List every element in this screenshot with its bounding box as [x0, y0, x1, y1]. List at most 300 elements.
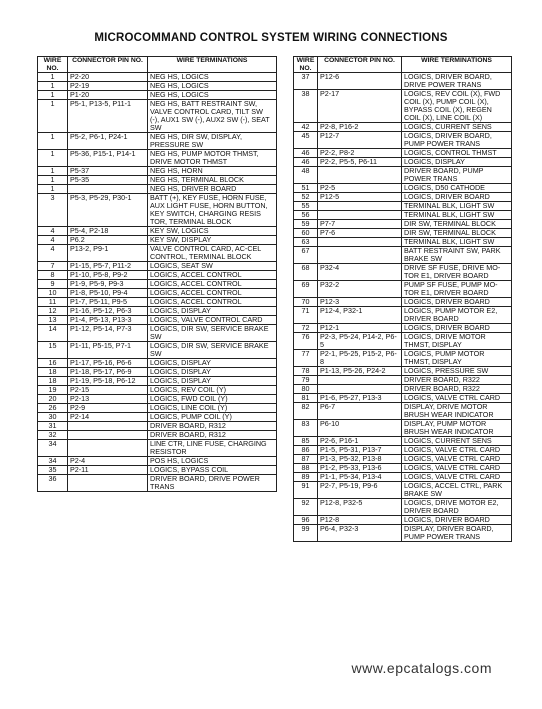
wire-no-cell: 83 [294, 420, 318, 437]
terminations-cell: LOGICS, DRIVER BOARD [402, 516, 512, 525]
connector-pin-cell: P2-2, P5-5, P6-11 [318, 158, 402, 167]
terminations-cell: NEG HS, DRIVER BOARD [148, 185, 277, 194]
table-row [294, 90, 512, 123]
connector-pin-cell: P2-20 [68, 73, 148, 82]
table-row [38, 227, 277, 236]
table-row [38, 359, 277, 368]
table-row [38, 271, 277, 280]
connector-pin-cell: P1-17, P5-16, P6-6 [68, 359, 148, 368]
wire-no-cell: 18 [38, 368, 68, 377]
table-row [294, 420, 512, 437]
wire-no-cell: 16 [38, 359, 68, 368]
wire-no-cell: 86 [294, 446, 318, 455]
table-row [38, 422, 277, 431]
terminations-cell: LOGICS, VALVE CONTROL CARD [148, 316, 277, 325]
terminations-cell: DRIVER BOARD, R322 [402, 376, 512, 385]
terminations-cell: LOGICS, REV COIL (X), FWD COIL (X), PUMP COIL (X), BYPASS COIL (X), REGEN COIL (X), LINE COIL (X) [402, 90, 512, 123]
wire-no-cell: 46 [294, 158, 318, 167]
connector-pin-cell: P1-13, P5-26, P24-2 [318, 367, 402, 376]
table-row [294, 350, 512, 367]
connector-pin-cell: P12-8, P32-5 [318, 499, 402, 516]
wire-no-cell: 1 [38, 185, 68, 194]
wire-no-cell: 4 [38, 236, 68, 245]
terminations-cell: LOGICS, CONTROL THMST [402, 149, 512, 158]
table-row [38, 377, 277, 386]
terminations-cell: LOGICS, DRIVER BOARD [402, 324, 512, 333]
terminations-cell: NEG HS, LOGICS [148, 73, 277, 82]
connector-pin-cell [68, 431, 148, 440]
connector-pin-cell: P2-11 [68, 466, 148, 475]
wire-no-cell: 55 [294, 202, 318, 211]
wire-no-cell: 1 [38, 176, 68, 185]
connector-pin-cell: P2-9 [68, 404, 148, 413]
connector-pin-cell: P1-19, P5-18, P6-12 [68, 377, 148, 386]
table-row [294, 123, 512, 132]
terminations-cell: LOGICS, BYPASS COIL [148, 466, 277, 475]
terminations-cell: LOGICS, VALVE CTRL CARD [402, 394, 512, 403]
wire-no-cell: 52 [294, 193, 318, 202]
wire-no-cell: 69 [294, 281, 318, 298]
terminations-cell: LOGICS, PRESSURE SW [402, 367, 512, 376]
table-row [294, 184, 512, 193]
wire-no-cell: 20 [38, 395, 68, 404]
connector-pin-cell: P2-1, P5-25, P15-2, P6-8 [318, 350, 402, 367]
table-row [294, 464, 512, 473]
connector-pin-cell: P13-2, P9-1 [68, 245, 148, 262]
table-row [38, 82, 277, 91]
wire-no-cell: 18 [38, 377, 68, 386]
table-row [294, 376, 512, 385]
connector-header: CONNECTOR PIN NO. [318, 57, 402, 73]
wire-no-cell: 10 [38, 289, 68, 298]
terminations-header: WIRE TERMINATIONS [148, 57, 277, 73]
table-row [38, 245, 277, 262]
wire-no-cell: 92 [294, 499, 318, 516]
table-row [294, 367, 512, 376]
connector-pin-cell: P7-6 [318, 229, 402, 238]
connector-pin-cell [68, 185, 148, 194]
connector-pin-cell: P12-6 [318, 73, 402, 90]
terminations-cell: KEY SW, LOGICS [148, 227, 277, 236]
connector-pin-cell [318, 167, 402, 184]
terminations-cell: LOGICS, ACCEL CTRL, PARK BRAKE SW [402, 482, 512, 499]
table-row [294, 473, 512, 482]
table-row [38, 368, 277, 377]
table-row [38, 457, 277, 466]
connector-pin-cell: P5-3, P5-29, P30-1 [68, 194, 148, 227]
connector-pin-cell: P2-6, P16-1 [318, 437, 402, 446]
wire-no-cell: 78 [294, 367, 318, 376]
table-row [294, 455, 512, 464]
table-row [294, 394, 512, 403]
table-row [38, 73, 277, 82]
wire-no-cell: 99 [294, 525, 318, 542]
wire-no-cell: 4 [38, 245, 68, 262]
terminations-cell: LOGICS, VALVE CTRL CARD [402, 464, 512, 473]
connector-pin-cell: P2-19 [68, 82, 148, 91]
table-row [38, 194, 277, 227]
connector-pin-cell: P2-8, P16-2 [318, 123, 402, 132]
terminations-cell: NEG HS, BATT RESTRAINT SW, VALVE CONTROL CARD, TILT SW (-), AUX1 SW (-), AUX2 SW (-), SEAT SW [148, 100, 277, 133]
terminations-cell: LOGICS, DISPLAY [402, 158, 512, 167]
table-row [294, 193, 512, 202]
wire-no-cell: 88 [294, 464, 318, 473]
terminations-header: WIRE TERMINATIONS [402, 57, 512, 73]
table-row [294, 385, 512, 394]
table-row [294, 73, 512, 90]
connector-pin-cell: P1-12, P5-14, P7-3 [68, 325, 148, 342]
table-row [294, 482, 512, 499]
connector-pin-cell [318, 247, 402, 264]
terminations-cell: NEG HS, DIR SW, DISPLAY, PRESSURE SW [148, 133, 277, 150]
table-row [294, 281, 512, 298]
terminations-cell: BATT RESTRAINT SW, PARK BRAKE SW [402, 247, 512, 264]
connector-pin-cell: P5-4, P2-18 [68, 227, 148, 236]
table-row [38, 413, 277, 422]
wire-no-cell: 63 [294, 238, 318, 247]
table-row [294, 437, 512, 446]
wire-no-cell: 1 [38, 150, 68, 167]
terminations-cell: LOGICS, PUMP MOTOR THMST, DISPLAY [402, 350, 512, 367]
table-row [294, 525, 512, 542]
terminations-cell: LOGICS, PUMP MOTOR E2, DRIVER BOARD [402, 307, 512, 324]
table-row [294, 516, 512, 525]
table-row [38, 466, 277, 475]
connector-pin-cell: P2-4 [68, 457, 148, 466]
connector-pin-cell: P1-3, P5-32, P13-8 [318, 455, 402, 464]
terminations-cell: LOGICS, ACCEL CONTROL [148, 271, 277, 280]
connector-pin-cell [318, 202, 402, 211]
wire-no-cell: 35 [38, 466, 68, 475]
wire-no-cell: 59 [294, 220, 318, 229]
table-row [294, 132, 512, 149]
terminations-cell: LOGICS, REV COIL (Y) [148, 386, 277, 395]
wire-no-cell: 13 [38, 316, 68, 325]
table-row [38, 404, 277, 413]
wire-no-cell: 48 [294, 167, 318, 184]
connector-pin-cell: P1-16, P5-12, P6-3 [68, 307, 148, 316]
table-row [38, 185, 277, 194]
wire-no-header: WIRE NO. [294, 57, 318, 73]
table-row [38, 150, 277, 167]
table-row [294, 211, 512, 220]
table-header-row [38, 57, 277, 73]
terminations-cell: KEY SW, DISPLAY [148, 236, 277, 245]
terminations-cell: DRIVER BOARD, R322 [402, 385, 512, 394]
wire-no-cell: 34 [38, 440, 68, 457]
wire-no-cell: 68 [294, 264, 318, 281]
wire-no-cell: 89 [294, 473, 318, 482]
terminations-cell: LOGICS, DRIVER BOARD [402, 193, 512, 202]
terminations-cell: LOGICS, VALVE CTRL CARD [402, 455, 512, 464]
wire-no-cell: 77 [294, 350, 318, 367]
wire-no-cell: 36 [38, 475, 68, 492]
connector-pin-cell: P5-1, P13-5, P11-1 [68, 100, 148, 133]
table-row [38, 262, 277, 271]
connector-pin-cell [68, 422, 148, 431]
wire-no-cell: 1 [38, 73, 68, 82]
wire-no-cell: 60 [294, 229, 318, 238]
connector-pin-cell: P12-1 [318, 324, 402, 333]
wire-no-cell: 37 [294, 73, 318, 90]
table-row [294, 247, 512, 264]
wire-no-cell: 80 [294, 385, 318, 394]
connector-pin-cell: P2-2, P8-2 [318, 149, 402, 158]
connector-pin-cell: P1-18, P5-17, P6-9 [68, 368, 148, 377]
table-row [38, 431, 277, 440]
terminations-cell: LOGICS, SEAT SW [148, 262, 277, 271]
terminations-cell: LOGICS, DISPLAY [148, 359, 277, 368]
table-row [38, 316, 277, 325]
connector-pin-cell: P32-2 [318, 281, 402, 298]
connector-pin-cell: P2-17 [318, 90, 402, 123]
connector-pin-cell: P2-15 [68, 386, 148, 395]
connector-pin-cell: P2-14 [68, 413, 148, 422]
table-row [294, 158, 512, 167]
terminations-cell: LOGICS, DRIVE MOTOR E2, DRIVER BOARD [402, 499, 512, 516]
terminations-cell: DIR SW, TERMINAL BLOCK [402, 220, 512, 229]
wire-no-cell: 72 [294, 324, 318, 333]
wire-no-cell: 15 [38, 342, 68, 359]
wire-no-cell: 70 [294, 298, 318, 307]
table-row [38, 167, 277, 176]
wire-no-cell: 14 [38, 325, 68, 342]
connector-pin-cell: P1-20 [68, 91, 148, 100]
wire-no-cell: 45 [294, 132, 318, 149]
wire-no-cell: 38 [294, 90, 318, 123]
terminations-cell: LOGICS, DISPLAY [148, 307, 277, 316]
connector-pin-cell: P5-37 [68, 167, 148, 176]
terminations-cell: LOGICS, ACCEL CONTROL [148, 298, 277, 307]
connector-pin-cell: P6-7 [318, 403, 402, 420]
table-row [294, 167, 512, 184]
connector-pin-cell: P1-6, P5-27, P13-3 [318, 394, 402, 403]
table-row [38, 280, 277, 289]
table-row [294, 307, 512, 324]
table-row [38, 91, 277, 100]
wire-no-cell: 19 [38, 386, 68, 395]
terminations-cell: LOGICS, D50 CATHODE [402, 184, 512, 193]
terminations-cell: NEG HS, LOGICS [148, 82, 277, 91]
terminations-cell: NEG HS, HORN [148, 167, 277, 176]
wire-no-cell: 42 [294, 123, 318, 132]
terminations-cell: TERMINAL BLK, LIGHT SW [402, 238, 512, 247]
connector-pin-cell: P1-9, P5-9, P9-3 [68, 280, 148, 289]
table-row [38, 475, 277, 492]
table-row [294, 202, 512, 211]
terminations-cell: POS HS, LOGICS [148, 457, 277, 466]
connector-pin-cell [318, 211, 402, 220]
connector-pin-cell [318, 376, 402, 385]
wire-no-cell: 31 [38, 422, 68, 431]
terminations-cell: VALVE CONTROL CARD, AC-CEL CONTROL, TERMINAL BLOCK [148, 245, 277, 262]
table-row [38, 342, 277, 359]
table-row [38, 133, 277, 150]
table-row [38, 386, 277, 395]
wire-no-cell: 3 [38, 194, 68, 227]
connector-pin-cell: P1-15, P5-7, P11-2 [68, 262, 148, 271]
wire-no-cell: 46 [294, 149, 318, 158]
connector-pin-cell: P6-4, P32-3 [318, 525, 402, 542]
table-row [294, 403, 512, 420]
wire-no-cell: 67 [294, 247, 318, 264]
terminations-cell: DRIVER BOARD, DRIVE POWER TRANS [148, 475, 277, 492]
terminations-cell: DRIVER BOARD, R312 [148, 431, 277, 440]
wire-no-cell: 4 [38, 227, 68, 236]
terminations-cell: LOGICS, DRIVER BOARD [402, 298, 512, 307]
terminations-cell: PUMP SF FUSE, PUMP MO-TOR E1, DRIVER BOARD [402, 281, 512, 298]
terminations-cell: DISPLAY, DRIVER BOARD, PUMP POWER TRANS [402, 525, 512, 542]
wire-no-cell: 7 [38, 262, 68, 271]
terminations-cell: LOGICS, LINE COIL (Y) [148, 404, 277, 413]
terminations-cell: LOGICS, DISPLAY [148, 368, 277, 377]
connector-pin-cell: P1-1, P5-34, P13-4 [318, 473, 402, 482]
table-row [294, 264, 512, 281]
terminations-cell: LOGICS, PUMP COIL (Y) [148, 413, 277, 422]
wire-no-cell: 96 [294, 516, 318, 525]
table-row [294, 324, 512, 333]
wire-no-cell: 1 [38, 167, 68, 176]
connector-pin-cell: P1-8, P5-10, P9-4 [68, 289, 148, 298]
wire-no-cell: 12 [38, 307, 68, 316]
terminations-cell: DIR SW, TERMINAL BLOCK [402, 229, 512, 238]
wire-no-cell: 9 [38, 280, 68, 289]
connector-pin-cell: P5-2, P6-1, P24-1 [68, 133, 148, 150]
table-row [294, 333, 512, 350]
connector-pin-cell: P12-5 [318, 193, 402, 202]
terminations-cell: LOGICS, VALVE CTRL CARD [402, 446, 512, 455]
table-row [38, 176, 277, 185]
wire-no-cell: 30 [38, 413, 68, 422]
terminations-cell: NEG HS, PUMP MOTOR THMST, DRIVE MOTOR THMST [148, 150, 277, 167]
terminations-cell: LOGICS, DIR SW, SERVICE BRAKE SW [148, 342, 277, 359]
table-header-row [294, 57, 512, 73]
table-row [38, 325, 277, 342]
table-row [294, 238, 512, 247]
table-row [38, 307, 277, 316]
connector-pin-cell: P12-4, P32-1 [318, 307, 402, 324]
table-row [38, 289, 277, 298]
terminations-cell: LOGICS, ACCEL CONTROL [148, 289, 277, 298]
terminations-cell: NEG HS, LOGICS [148, 91, 277, 100]
wire-no-cell: 1 [38, 133, 68, 150]
page-title: MICROCOMMAND CONTROL SYSTEM WIRING CONNECTIONS [94, 32, 448, 44]
table-row [294, 229, 512, 238]
terminations-cell: LOGICS, VALVE CTRL CARD [402, 473, 512, 482]
connector-pin-cell: P12-8 [318, 516, 402, 525]
table-row [38, 236, 277, 245]
terminations-cell: LOGICS, DRIVE MOTOR THMST, DISPLAY [402, 333, 512, 350]
terminations-cell: DRIVER BOARD, R312 [148, 422, 277, 431]
table-row [294, 499, 512, 516]
connector-pin-cell: P2-13 [68, 395, 148, 404]
connector-pin-cell [318, 385, 402, 394]
table-row [294, 446, 512, 455]
connector-pin-cell: P1-7, P5-11, P9-5 [68, 298, 148, 307]
terminations-cell: NEG HS, TERMINAL BLOCK [148, 176, 277, 185]
wire-no-cell: 91 [294, 482, 318, 499]
terminations-cell: LOGICS, DIR SW, SERVICE BRAKE SW [148, 325, 277, 342]
table-row [38, 395, 277, 404]
wire-no-header: WIRE NO. [38, 57, 68, 73]
table-row [38, 298, 277, 307]
wiring-table-right [293, 56, 512, 542]
terminations-cell: LOGICS, ACCEL CONTROL [148, 280, 277, 289]
terminations-cell: LOGICS, DISPLAY [148, 377, 277, 386]
wire-no-cell: 79 [294, 376, 318, 385]
table-row [38, 440, 277, 457]
wire-no-cell: 76 [294, 333, 318, 350]
wire-no-cell: 1 [38, 82, 68, 91]
connector-pin-cell: P32-4 [318, 264, 402, 281]
terminations-cell: LOGICS, CURRENT SENS [402, 123, 512, 132]
table-row [38, 100, 277, 133]
wire-no-cell: 8 [38, 271, 68, 280]
wire-no-cell: 26 [38, 404, 68, 413]
watermark: www.epcatalogs.com [351, 660, 492, 676]
connector-pin-cell: P2-5 [318, 184, 402, 193]
table-row [294, 149, 512, 158]
connector-pin-cell: P1-4, P5-13, P13-3 [68, 316, 148, 325]
connector-pin-cell: P5-36, P15-1, P14-1 [68, 150, 148, 167]
connector-pin-cell: P1-2, P5-33, P13-6 [318, 464, 402, 473]
connector-pin-cell [318, 238, 402, 247]
wire-no-cell: 81 [294, 394, 318, 403]
wiring-table-left [37, 56, 277, 492]
wire-no-cell: 87 [294, 455, 318, 464]
wire-no-cell: 34 [38, 457, 68, 466]
connector-pin-cell: P12-7 [318, 132, 402, 149]
wire-no-cell: 82 [294, 403, 318, 420]
wire-no-cell: 51 [294, 184, 318, 193]
connector-pin-cell: P6-10 [318, 420, 402, 437]
wire-no-cell: 71 [294, 307, 318, 324]
table-row [294, 220, 512, 229]
terminations-cell: LOGICS, DRIVER BOARD, PUMP POWER TRANS [402, 132, 512, 149]
wire-no-cell: 1 [38, 91, 68, 100]
connector-pin-cell: P2-3, P5-24, P14-2, P6-5 [318, 333, 402, 350]
connector-pin-cell: P7-7 [318, 220, 402, 229]
wire-no-cell: 11 [38, 298, 68, 307]
connector-pin-cell [68, 475, 148, 492]
connector-pin-cell: P6.2 [68, 236, 148, 245]
connector-pin-cell: P1-10, P5-8, P9-2 [68, 271, 148, 280]
terminations-cell: TERMINAL BLK, LIGHT SW [402, 202, 512, 211]
terminations-cell: DISPLAY, PUMP MOTOR BRUSH WEAR INDICATOR [402, 420, 512, 437]
connector-pin-cell: P2-7, P5-19, P9-6 [318, 482, 402, 499]
connector-header: CONNECTOR PIN NO. [68, 57, 148, 73]
terminations-cell: DISPLAY, DRIVE MOTOR BRUSH WEAR INDICATOR [402, 403, 512, 420]
terminations-cell: BATT (+), KEY FUSE, HORN FUSE, AUX LIGHT FUSE, HORN BUTTON, KEY SWITCH, CHARGING RESIS TOR, TERMINAL BLOCK [148, 194, 277, 227]
wire-no-cell: 85 [294, 437, 318, 446]
terminations-cell: LOGICS, CURRENT SENS [402, 437, 512, 446]
connector-pin-cell: P12-3 [318, 298, 402, 307]
wire-no-cell: 1 [38, 100, 68, 133]
terminations-cell: LINE CTR, LINE FUSE, CHARGING RESISTOR [148, 440, 277, 457]
terminations-cell: TERMINAL BLK, LIGHT SW [402, 211, 512, 220]
connector-pin-cell [68, 440, 148, 457]
wire-no-cell: 32 [38, 431, 68, 440]
wire-no-cell: 56 [294, 211, 318, 220]
table-row [294, 298, 512, 307]
terminations-cell: LOGICS, DRIVER BOARD, DRIVE POWER TRANS [402, 73, 512, 90]
terminations-cell: DRIVE SF FUSE, DRIVE MO-TOR E1, DRIVER BOARD [402, 264, 512, 281]
terminations-cell: LOGICS, FWD COIL (Y) [148, 395, 277, 404]
connector-pin-cell: P1-5, P5-31, P13-7 [318, 446, 402, 455]
connector-pin-cell: P1-11, P5-15, P7-1 [68, 342, 148, 359]
connector-pin-cell: P5-35 [68, 176, 148, 185]
terminations-cell: DRIVER BOARD, PUMP POWER TRANS [402, 167, 512, 184]
